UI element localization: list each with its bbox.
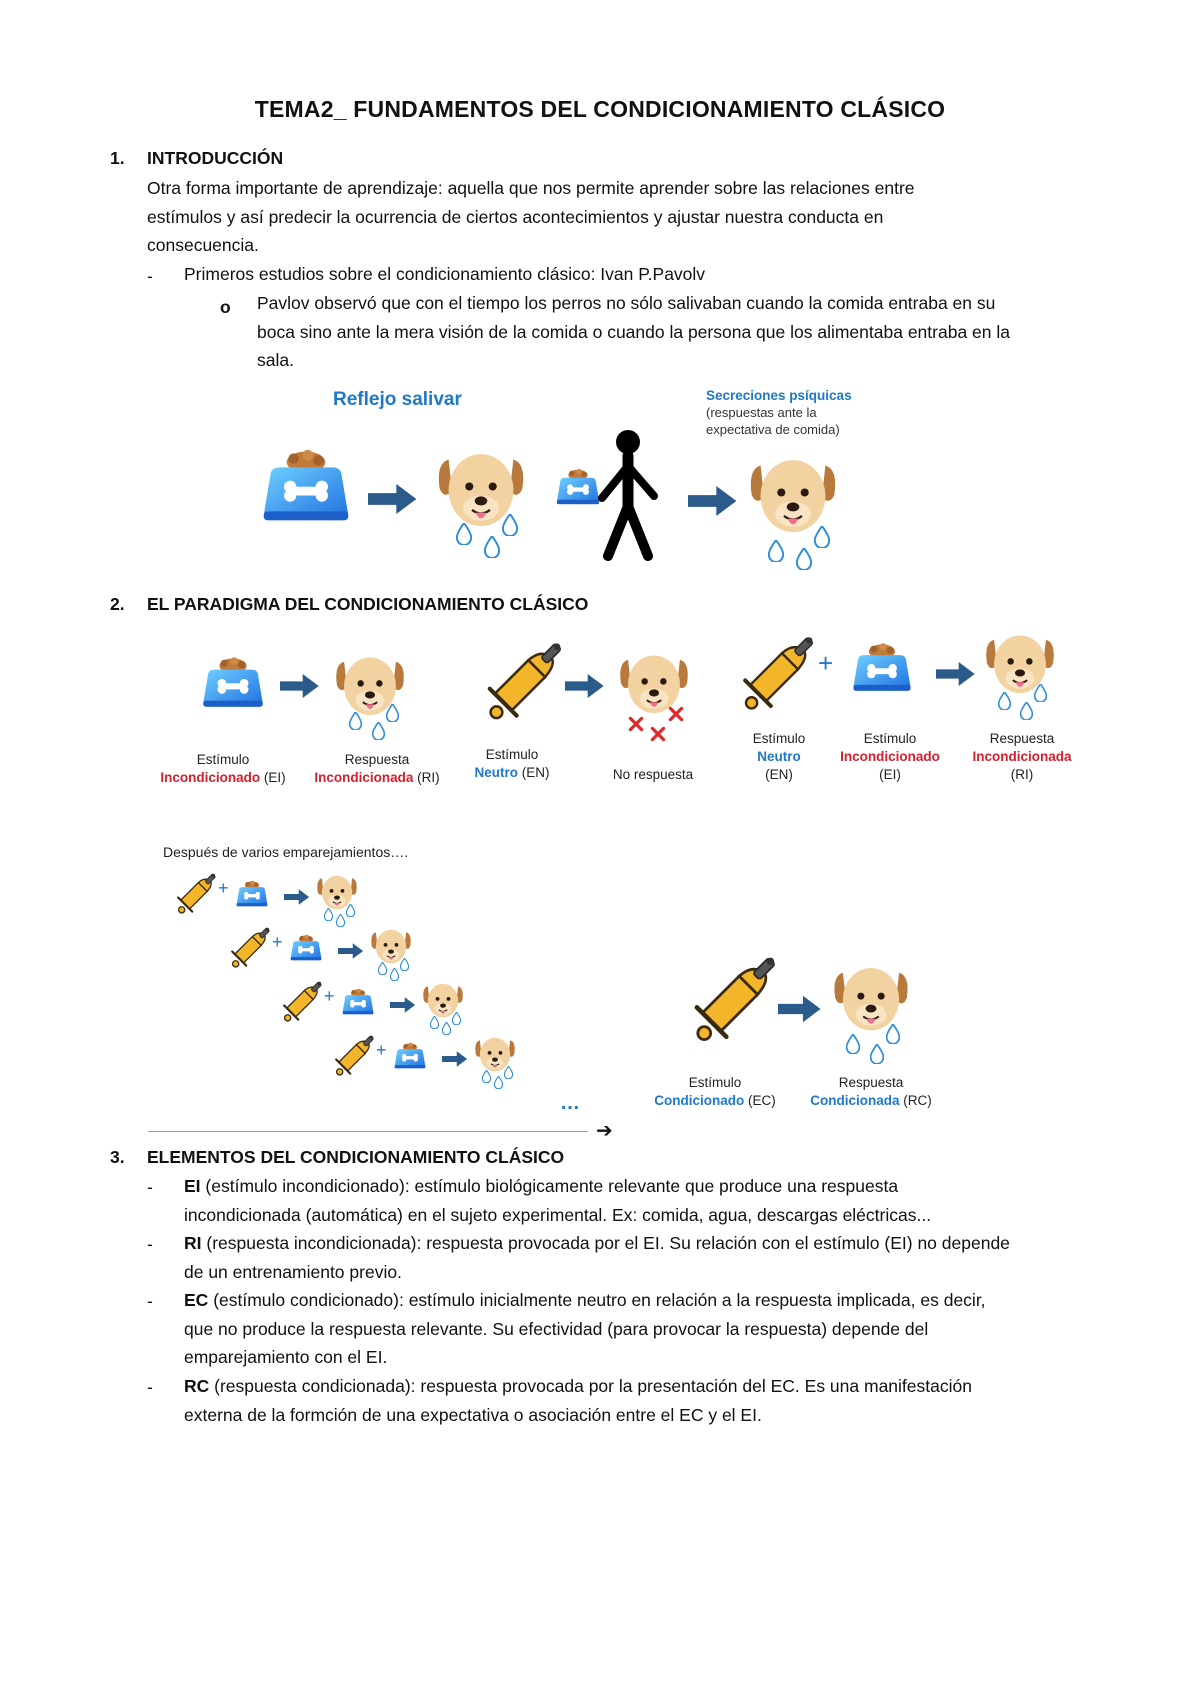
label-line: Estímulo	[688, 1075, 742, 1090]
arrow-icon	[280, 672, 320, 700]
drop-icon	[400, 958, 409, 971]
text-line: incondicionada (automática) en el sujeto experimental. Ex: comida, agua, descargas eléctricas...	[184, 1204, 932, 1225]
drop-icon	[482, 1070, 491, 1083]
section-number: 1.	[110, 148, 125, 168]
food-bowl-icon	[852, 642, 912, 692]
label-term: Incondicionado	[840, 749, 940, 764]
label-term: Incondicionado	[160, 770, 261, 785]
text-line: de un entrenamiento previo.	[184, 1261, 402, 1282]
label-abbr: (EN)	[521, 765, 550, 780]
bell-icon	[226, 926, 270, 970]
text-line: sala.	[257, 350, 294, 370]
bell-icon	[734, 634, 814, 714]
bell-icon	[684, 954, 776, 1046]
label-term: Condicionada	[810, 1093, 900, 1108]
bullet-mark: -	[147, 1291, 153, 1311]
text-line: Pavlov observó que con el tiempo los perros no sólo salivaban cuando la comida entraba en su	[257, 293, 996, 313]
section-heading-1	[110, 148, 284, 169]
element-term: EI	[184, 1176, 201, 1196]
plus-sign: +	[272, 932, 283, 952]
label-term: Neutro	[474, 765, 518, 780]
label-ri	[302, 751, 452, 787]
drop-icon	[336, 914, 345, 927]
divider	[148, 1131, 588, 1132]
drop-icon	[390, 968, 399, 981]
drop-icon	[796, 548, 812, 570]
drop-icon	[998, 692, 1011, 710]
label-abbr: (EN)	[765, 767, 793, 782]
label-abbr: (EI)	[879, 767, 901, 782]
label-en	[462, 746, 562, 782]
label-ri-2	[960, 730, 1084, 784]
arrow-icon	[284, 888, 310, 906]
text-line: (respuesta incondicionada): respuesta provocada por el EI. Su relación con el estímulo (EI) no depende	[206, 1233, 1010, 1253]
drop-icon	[452, 1012, 461, 1025]
drop-icon	[378, 962, 387, 975]
label-term: Incondicionada	[314, 770, 414, 785]
drop-icon	[324, 908, 333, 921]
label-ei-2	[830, 730, 950, 784]
food-bowl-icon	[556, 468, 600, 505]
label-line: Estímulo	[485, 747, 539, 762]
drop-icon	[442, 1022, 451, 1035]
walking-person-icon	[596, 430, 660, 562]
food-bowl-icon	[236, 880, 268, 907]
element-item-ei	[184, 1172, 931, 1229]
element-item-ri	[184, 1229, 1010, 1286]
text-line: estímulos y así predecir la ocurrencia de ciertos acontecimientos y ajustar nuestra conducta en	[147, 206, 884, 227]
arrow-icon	[390, 996, 416, 1014]
arrow-icon	[338, 942, 364, 960]
label-term: Incondicionada	[972, 749, 1072, 764]
plus-sign: +	[218, 878, 229, 898]
arrow-icon	[368, 482, 418, 516]
section-number: 2.	[110, 594, 125, 614]
drop-icon	[886, 1024, 900, 1044]
label-en-2	[736, 730, 822, 784]
ellipsis: …	[560, 1092, 580, 1114]
section-title: EL PARADIGMA DEL CONDICIONAMIENTO CLÁSICO	[147, 594, 589, 614]
x-mark-icon	[668, 706, 684, 722]
drop-icon	[430, 1016, 439, 1029]
drop-icon	[846, 1034, 860, 1054]
text-line: emparejamiento con el EI.	[184, 1347, 388, 1367]
text-line: (estímulo incondicionado): estímulo biológicamente relevante que produce una respuesta	[205, 1176, 899, 1196]
label-term: Condicionado	[654, 1093, 745, 1108]
section-heading-2	[110, 594, 589, 615]
text-line: (respuesta condicionada): respuesta provocada por la presentación del EC. Es una manifestación	[214, 1376, 972, 1396]
bell-icon	[478, 640, 562, 724]
arrow-icon	[565, 672, 605, 700]
text-line: consecuencia.	[147, 235, 259, 255]
bell-icon	[330, 1034, 374, 1078]
drop-icon	[870, 1044, 884, 1064]
label-line: Respuesta	[344, 752, 410, 767]
arrow-icon	[936, 660, 976, 688]
text-line: externa de la formción de una expectativa o asociación entre el EC y el EI.	[184, 1404, 762, 1425]
sub-bullet-mark: o	[220, 297, 231, 317]
drop-icon	[502, 514, 518, 536]
drop-icon	[768, 540, 784, 562]
text-line: boca sino ante la mera visión de la comida o cuando la persona que los alimentaba entraba en la	[257, 321, 1010, 342]
section-number: 3.	[110, 1147, 125, 1167]
label-rc	[796, 1074, 946, 1110]
plus-sign: +	[818, 648, 834, 678]
bullet-mark: -	[147, 1177, 153, 1197]
label-abbr: (EI)	[263, 770, 286, 785]
page-title: TEMA2_ FUNDAMENTOS DEL CONDICIONAMIENTO CLÁSICO	[254, 96, 946, 122]
drop-icon	[484, 536, 500, 558]
section-heading-3	[110, 1147, 565, 1168]
drop-icon	[504, 1066, 513, 1079]
label-abbr: (RI)	[417, 770, 440, 785]
figure-label-psychic	[706, 387, 852, 438]
figure-label-line: (respuestas ante la	[706, 405, 817, 420]
label-line: Estímulo	[752, 731, 806, 746]
food-bowl-icon	[262, 448, 350, 522]
bullet-mark: -	[147, 1377, 153, 1397]
drop-icon	[456, 523, 472, 545]
plus-sign: +	[376, 1040, 387, 1060]
label-ei	[148, 751, 298, 787]
label-ec	[640, 1074, 790, 1110]
pairings-caption: Después de varios emparejamientos….	[163, 844, 409, 860]
section-title: INTRODUCCIÓN	[147, 148, 284, 168]
plus-sign: +	[324, 986, 335, 1006]
drop-icon	[814, 526, 830, 548]
label-no-response: No respuesta	[612, 767, 694, 782]
bell-icon	[278, 980, 322, 1024]
element-term: RI	[184, 1233, 202, 1253]
food-bowl-icon	[394, 1042, 426, 1069]
long-arrow-icon: ➔	[596, 1120, 613, 1142]
element-item-ec	[184, 1286, 986, 1372]
drop-icon	[386, 704, 399, 722]
label-line: Estímulo	[196, 752, 250, 767]
x-mark-icon	[650, 726, 666, 742]
label-abbr: (RC)	[903, 1093, 932, 1108]
food-bowl-icon	[342, 988, 374, 1015]
figure-label-title: Secreciones psíquicas	[706, 388, 852, 403]
bullet-item: Primeros estudios sobre el condicionamiento clásico: Ivan P.Pavolv	[184, 264, 706, 284]
element-term: RC	[184, 1376, 210, 1396]
drop-icon	[1020, 702, 1033, 720]
element-term: EC	[184, 1290, 209, 1310]
section-title: ELEMENTOS DEL CONDICIONAMIENTO CLÁSICO	[147, 1147, 565, 1167]
paragraph-intro	[147, 174, 915, 260]
sub-bullet-item	[257, 289, 1010, 375]
arrow-icon	[778, 994, 822, 1024]
label-line: Respuesta	[838, 1075, 904, 1090]
label-term: Neutro	[757, 749, 801, 764]
drop-icon	[1034, 684, 1047, 702]
arrow-icon	[442, 1050, 468, 1068]
bell-icon	[172, 872, 216, 916]
drop-icon	[372, 722, 385, 740]
figure-label-line: expectativa de comida)	[706, 422, 840, 437]
text-line: Otra forma importante de aprendizaje: aquella que nos permite aprender sobre las relaciones entre	[147, 178, 915, 198]
element-item-rc	[184, 1372, 972, 1429]
label-abbr: (RI)	[1010, 767, 1034, 782]
label-line: Respuesta	[989, 731, 1055, 746]
bullet-mark: -	[147, 1234, 153, 1254]
text-line: (estímulo condicionado): estímulo inicialmente neutro en relación a la respuesta implicada, es decir,	[213, 1290, 986, 1310]
drop-icon	[494, 1076, 503, 1089]
drop-icon	[346, 904, 355, 917]
food-bowl-icon	[290, 934, 322, 961]
x-mark-icon	[628, 716, 644, 732]
arrow-icon	[688, 484, 738, 518]
text-line: que no produce la respuesta relevante. Su efectividad (para provocar la respuesta) depende del	[184, 1318, 929, 1339]
food-bowl-icon	[202, 656, 264, 708]
bullet-mark: -	[147, 266, 153, 286]
label-abbr: (EC)	[748, 1093, 776, 1108]
figure-label-text: Reflejo salivar	[333, 389, 462, 410]
drop-icon	[349, 712, 362, 730]
figure-label-reflex	[333, 389, 462, 411]
label-line: Estímulo	[863, 731, 917, 746]
